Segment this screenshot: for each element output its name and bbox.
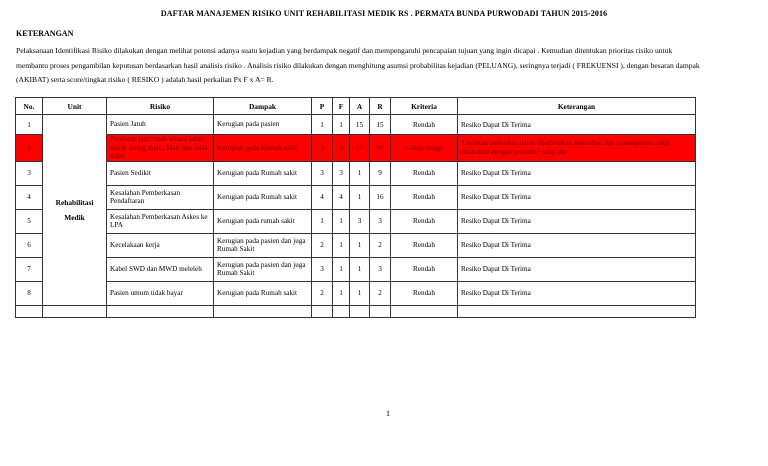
empty-cell [391, 305, 458, 317]
cell-p: 2 [312, 233, 333, 257]
page-number: 1 [386, 409, 390, 418]
cell-a: 15 [350, 135, 370, 162]
cell-kriteria: Rendah [391, 257, 458, 281]
cell-keterangan: Resiko Dapat Di Terima [458, 257, 696, 281]
table-row [16, 233, 696, 257]
cell-kriteria: Rendah [391, 115, 458, 135]
cell-f: 2 [333, 135, 350, 162]
cell-a: 3 [350, 209, 370, 233]
cell-dampak: Kerugian pada pasien [214, 115, 312, 135]
cell-kriteria: Rendah [391, 233, 458, 257]
cell-dampak: Kerugian pada Rumah sakit [214, 281, 312, 305]
table-row [16, 185, 696, 209]
cell-dampak: Kerugian pada rumah sakit [214, 209, 312, 233]
cell-r: 9 [370, 161, 391, 185]
empty-cell [370, 305, 391, 317]
page-title: DAFTAR MANAJEMEN RISIKO UNIT REHABILITASI MEDIK RS . PERMATA BUNDA PURWODADI TAHUN 2015-2016 [160, 9, 608, 18]
empty-cell [312, 305, 333, 317]
cell-r: 3 [370, 209, 391, 233]
cell-p: 1 [312, 115, 333, 135]
header-r: R [370, 98, 391, 115]
cell-keterangan: Resiko Dapat Di Terima [458, 233, 696, 257]
table-row [16, 257, 696, 281]
cell-kriteria: Rendah [391, 209, 458, 233]
cell-risiko: Pasien Sedikit [107, 161, 214, 185]
cell-no: 7 [16, 257, 43, 281]
cell-keterangan: Resiko Dapat Di Terima [458, 281, 696, 305]
cell-no: 1 [16, 115, 43, 135]
cell-f: 1 [333, 233, 350, 257]
cell-p: 3 [312, 161, 333, 185]
cell-risiko: Pasien Jatuh [107, 115, 214, 135]
empty-cell [43, 305, 107, 317]
empty-cell [458, 305, 696, 317]
cell-dampak: Kerugian pada Rumah sakit [214, 135, 312, 162]
table-row [16, 161, 696, 185]
cell-keterangan: Resiko Dapat Di Terima [458, 161, 696, 185]
cell-p: 3 [312, 257, 333, 281]
cell-kriteria: Rendah [391, 281, 458, 305]
table-row-highlighted [16, 135, 696, 162]
header-no: No. [16, 98, 43, 115]
header-a: A [350, 98, 370, 115]
header-f: F [333, 98, 350, 115]
cell-keterangan: Resiko Dapat Di Terima [458, 209, 696, 233]
cell-f: 1 [333, 257, 350, 281]
cell-no: 8 [16, 281, 43, 305]
cell-a: 1 [350, 281, 370, 305]
risk-table [15, 97, 696, 318]
empty-cell [107, 305, 214, 317]
empty-cell [350, 305, 370, 317]
cell-r: 15 [370, 115, 391, 135]
cell-dampak: Kerugian pada pasien dan juga Rumah Sakit [214, 257, 312, 281]
cell-r: 2 [370, 233, 391, 257]
keterangan-paragraph: Pelaksanaan Identifikasi Risiko dilakukan dengan melihat potensi adanya suatu kejadian yang berdampak negatif dan mempengaruhi pencapaian tujuan yang ingin dicapai . Kemudian ditentukan prioritas risiko untuk membantu proses pengambilan keputusan berdasarkan hasil analisis risiko . Analisis risiko dilakukan dengan menghitung asumsi probabilitas kejadian (PELUANG), seringnya terjadi ( FREKUENSI ), dengan besaran dampak (AKIBAT) serta score/tingkat risiko ( RESIKO ) adalah hasil perkalian Px F x A= R. [16, 46, 700, 84]
cell-no: 5 [16, 209, 43, 233]
header-kriteria: Kriteria [391, 98, 458, 115]
table-row [16, 209, 696, 233]
cell-kriteria: Rendah [391, 185, 458, 209]
cell-f: 1 [333, 209, 350, 233]
cell-a: 1 [350, 233, 370, 257]
empty-cell [16, 305, 43, 317]
cell-no: 6 [16, 233, 43, 257]
cell-r: 3 [370, 257, 391, 281]
cell-dampak: Kerugian pada Rumah sakit [214, 185, 312, 209]
cell-keterangan: Resiko Dapat Di Terima [458, 185, 696, 209]
table-header-row [16, 98, 696, 115]
header-risiko: Risiko [107, 98, 214, 115]
cell-a: 1 [350, 257, 370, 281]
keterangan-heading: KETERANGAN [16, 29, 74, 38]
cell-a: 1 [350, 185, 370, 209]
cell-keterangan: Resiko Dapat Di Terima [458, 115, 696, 135]
cell-r: 2 [370, 281, 391, 305]
table-row [16, 281, 696, 305]
cell-f: 1 [333, 115, 350, 135]
cell-p: 2 [312, 281, 333, 305]
cell-no: 2 [16, 135, 43, 162]
header-p: P [312, 98, 333, 115]
cell-dampak: Kerugian pada pasien dan juga Rumah Sakit [214, 233, 312, 257]
cell-risiko: Kesalahan Pemberkasan Pendaftaran [107, 185, 214, 209]
cell-a: 1 [350, 161, 370, 185]
header-keterangan: Keterangan [458, 98, 696, 115]
cell-no: 3 [16, 161, 43, 185]
empty-cell [214, 305, 312, 317]
cell-risiko: Kabel SWD dan MWD meleleh [107, 257, 214, 281]
header-dampak: Dampak [214, 98, 312, 115]
cell-kriteria: Rendah [391, 161, 458, 185]
cell-r: 90 [370, 135, 391, 162]
cell-f: 4 [333, 185, 350, 209]
cell-p: 3 [312, 135, 333, 162]
cell-keterangan: Tindakan perbaikan dapat dijadwalkan kemudian dan penanganan cukup dilakukan dengan prosedur yang ada [458, 135, 696, 162]
cell-f: 1 [333, 281, 350, 305]
empty-cell [333, 305, 350, 317]
cell-f: 3 [333, 161, 350, 185]
cell-a: 15 [350, 115, 370, 135]
cell-p: 4 [312, 185, 333, 209]
header-unit: Unit [43, 98, 107, 115]
cell-no: 4 [16, 185, 43, 209]
table-row-empty [16, 305, 696, 317]
cell-dampak: Kerugian pada Rumah sakit [214, 161, 312, 185]
cell-r: 16 [370, 185, 391, 209]
cell-kriteria: Cukup tinggi [391, 135, 458, 162]
unit-cell: Rehabilitasi Medik [43, 115, 107, 306]
table-row [16, 115, 696, 135]
cell-risiko: Pasien umum tidak bayar [107, 281, 214, 305]
cell-risiko: Kesalahan Pemberkasan Askes ke LPA [107, 209, 214, 233]
cell-risiko: Kecelakaan kerja [107, 233, 214, 257]
cell-p: 1 [312, 209, 333, 233]
cell-risiko: Peralatan jadi rusak semua kalau listrik sering mati . Mati dan tidak stabil [107, 135, 214, 162]
